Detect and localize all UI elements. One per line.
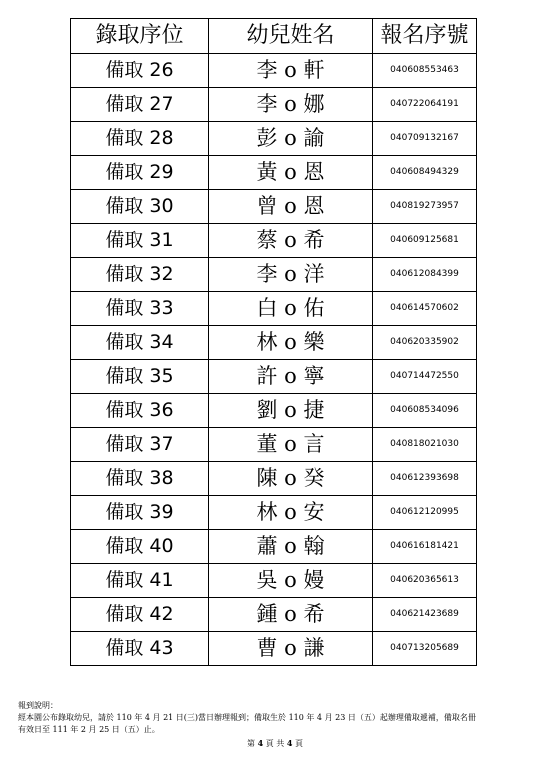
number-cell: 040819273957 xyxy=(373,190,477,224)
table-row xyxy=(71,122,477,156)
column-header-rank: 錄取序位 xyxy=(71,19,209,54)
rank-cell: 備取 43 xyxy=(71,632,209,666)
name-cell: 曾 o 恩 xyxy=(209,190,373,224)
name-cell: 許 o 寧 xyxy=(209,360,373,394)
name-cell: 董 o 言 xyxy=(209,428,373,462)
table-row xyxy=(71,394,477,428)
name-cell: 李 o 洋 xyxy=(209,258,373,292)
rank-cell: 備取 32 xyxy=(71,258,209,292)
table-row xyxy=(71,258,477,292)
table-row xyxy=(71,224,477,258)
notes-heading: 報到說明： xyxy=(18,701,58,710)
name-cell: 蕭 o 翰 xyxy=(209,530,373,564)
number-cell: 040612393698 xyxy=(373,462,477,496)
table-row xyxy=(71,564,477,598)
number-cell: 040621423689 xyxy=(373,598,477,632)
registration-notes xyxy=(18,700,533,736)
footer-total-pages: 4 xyxy=(286,738,293,748)
name-cell: 黃 o 恩 xyxy=(209,156,373,190)
name-cell: 白 o 佑 xyxy=(209,292,373,326)
number-cell: 040616181421 xyxy=(373,530,477,564)
table-row xyxy=(71,360,477,394)
table-row xyxy=(71,156,477,190)
table-row xyxy=(71,292,477,326)
footer-middle: 頁 共 xyxy=(265,739,285,748)
rank-cell: 備取 37 xyxy=(71,428,209,462)
column-header-number: 報名序號 xyxy=(373,19,477,54)
name-cell: 林 o 安 xyxy=(209,496,373,530)
rank-cell: 備取 30 xyxy=(71,190,209,224)
rank-cell: 備取 35 xyxy=(71,360,209,394)
rank-cell: 備取 26 xyxy=(71,54,209,88)
name-cell: 曹 o 謙 xyxy=(209,632,373,666)
table-row xyxy=(71,326,477,360)
number-cell: 040608534096 xyxy=(373,394,477,428)
name-cell: 李 o 娜 xyxy=(209,88,373,122)
table-row xyxy=(71,632,477,666)
rank-cell: 備取 33 xyxy=(71,292,209,326)
rank-cell: 備取 29 xyxy=(71,156,209,190)
table-row xyxy=(71,54,477,88)
number-cell: 040612084399 xyxy=(373,258,477,292)
rank-cell: 備取 41 xyxy=(71,564,209,598)
number-cell: 040722064191 xyxy=(373,88,477,122)
rank-cell: 備取 28 xyxy=(71,122,209,156)
number-cell: 040713205689 xyxy=(373,632,477,666)
rank-cell: 備取 36 xyxy=(71,394,209,428)
footer-prefix: 第 xyxy=(247,739,256,748)
table-row xyxy=(71,88,477,122)
waitlist-table xyxy=(70,18,477,666)
number-cell: 040620365613 xyxy=(373,564,477,598)
column-header-name: 幼兒姓名 xyxy=(209,19,373,54)
rank-cell: 備取 39 xyxy=(71,496,209,530)
page-footer xyxy=(0,738,550,749)
notes-line-1: 經本園公布錄取幼兒，請於 110 年 4 月 21 日(三)當日辦理報到；備取生於 110 年 4 月 23 日（五）起辦理備取遞補，備取名冊 xyxy=(18,713,476,722)
table-row xyxy=(71,496,477,530)
name-cell: 陳 o 癸 xyxy=(209,462,373,496)
number-cell: 040608494329 xyxy=(373,156,477,190)
number-cell: 040609125681 xyxy=(373,224,477,258)
table-row xyxy=(71,190,477,224)
rank-cell: 備取 27 xyxy=(71,88,209,122)
number-cell: 040818021030 xyxy=(373,428,477,462)
number-cell: 040709132167 xyxy=(373,122,477,156)
table-row xyxy=(71,530,477,564)
name-cell: 李 o 軒 xyxy=(209,54,373,88)
name-cell: 鍾 o 希 xyxy=(209,598,373,632)
rank-cell: 備取 31 xyxy=(71,224,209,258)
number-cell: 040620335902 xyxy=(373,326,477,360)
name-cell: 劉 o 捷 xyxy=(209,394,373,428)
name-cell: 林 o 樂 xyxy=(209,326,373,360)
footer-page-number: 4 xyxy=(257,738,264,748)
table-row xyxy=(71,428,477,462)
name-cell: 吳 o 嫚 xyxy=(209,564,373,598)
rank-cell: 備取 42 xyxy=(71,598,209,632)
number-cell: 040614570602 xyxy=(373,292,477,326)
notes-line-2: 有效日至 111 年 2 月 25 日（五）止。 xyxy=(18,725,160,734)
table-row xyxy=(71,462,477,496)
number-cell: 040714472550 xyxy=(373,360,477,394)
number-cell: 040608553463 xyxy=(373,54,477,88)
name-cell: 蔡 o 希 xyxy=(209,224,373,258)
footer-suffix: 頁 xyxy=(294,739,303,748)
name-cell: 彭 o 諭 xyxy=(209,122,373,156)
rank-cell: 備取 40 xyxy=(71,530,209,564)
rank-cell: 備取 34 xyxy=(71,326,209,360)
number-cell: 040612120995 xyxy=(373,496,477,530)
table-header-row xyxy=(71,19,477,54)
rank-cell: 備取 38 xyxy=(71,462,209,496)
table-row xyxy=(71,598,477,632)
table-body xyxy=(71,54,477,666)
